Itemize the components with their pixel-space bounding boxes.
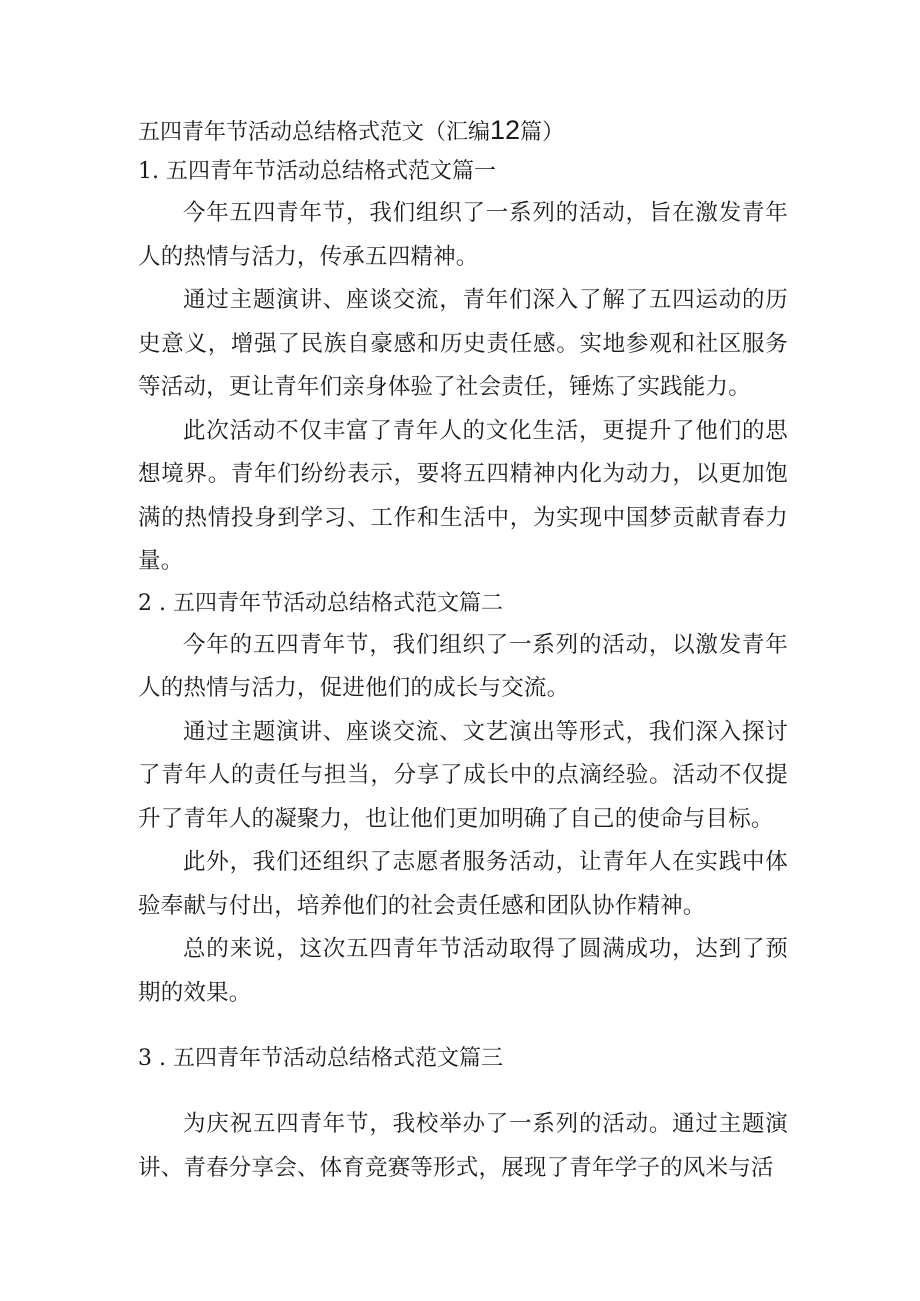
- document-title-number: 12: [490, 115, 521, 145]
- paragraph: 总的来说，这次五四青年节活动取得了圆满成功，达到了预期的效果。: [138, 936, 788, 1006]
- paragraph: 今年五四青年节，我们组织了一系列的活动，旨在激发青年人的热情与活力，传承五四精神。: [138, 200, 788, 270]
- paragraph: 通过主题演讲、座谈交流、文艺演出等形式，我们深入探讨了青年人的责任与担当，分享了成长中的点滴经验。活动不仅提升了青年人的凝聚力，也让他们更加明确了自己的使命与目标。: [138, 718, 788, 832]
- paragraph: 此外，我们还组织了志愿者服务活动，让青年人在实践中体验奉献与付出，培养他们的社会责任感和团队协作精神。: [138, 849, 788, 919]
- section-heading: 3 . 五四青年节活动总结格式范文篇三: [138, 1046, 503, 1071]
- paragraph: 今年的五四青年节，我们组织了一系列的活动，以激发青年人的热情与活力，促进他们的成长与交流。: [138, 631, 788, 701]
- document-page: [138, 108, 788, 1190]
- document-title: [138, 108, 788, 152]
- section-heading: 1. 五四青年节活动总结格式范文篇一: [138, 159, 496, 184]
- section-3: [138, 1039, 788, 1190]
- document-title-suffix: 篇）: [520, 120, 565, 145]
- document-title-prefix: 五四青年节活动总结格式范文（汇编: [138, 120, 491, 145]
- section-1: [138, 152, 788, 584]
- section-heading: 2 . 五四青年节活动总结格式范文篇二: [138, 590, 503, 616]
- paragraph: 通过主题演讲、座谈交流，青年们深入了解了五四运动的历史意义，增强了民族自豪感和历史责任感。实地参观和社区服务等活动，更让青年们亲身体验了社会责任，锤炼了实践能力。: [138, 287, 788, 400]
- paragraph: 此次活动不仅丰富了青年人的文化生活，更提升了他们的思想境界。青年们纷纷表示，要将五四精神内化为动力，以更加饱满的热情投身到学习、工作和生活中，为实现中国梦贡献青春力量。: [138, 417, 788, 574]
- section-2: [138, 584, 788, 1016]
- paragraph: 为庆祝五四青年节，我校举办了一系列的活动。通过主题演讲、青春分享会、体育竞赛等形式，展现了青年学子的风米与活: [138, 1111, 788, 1181]
